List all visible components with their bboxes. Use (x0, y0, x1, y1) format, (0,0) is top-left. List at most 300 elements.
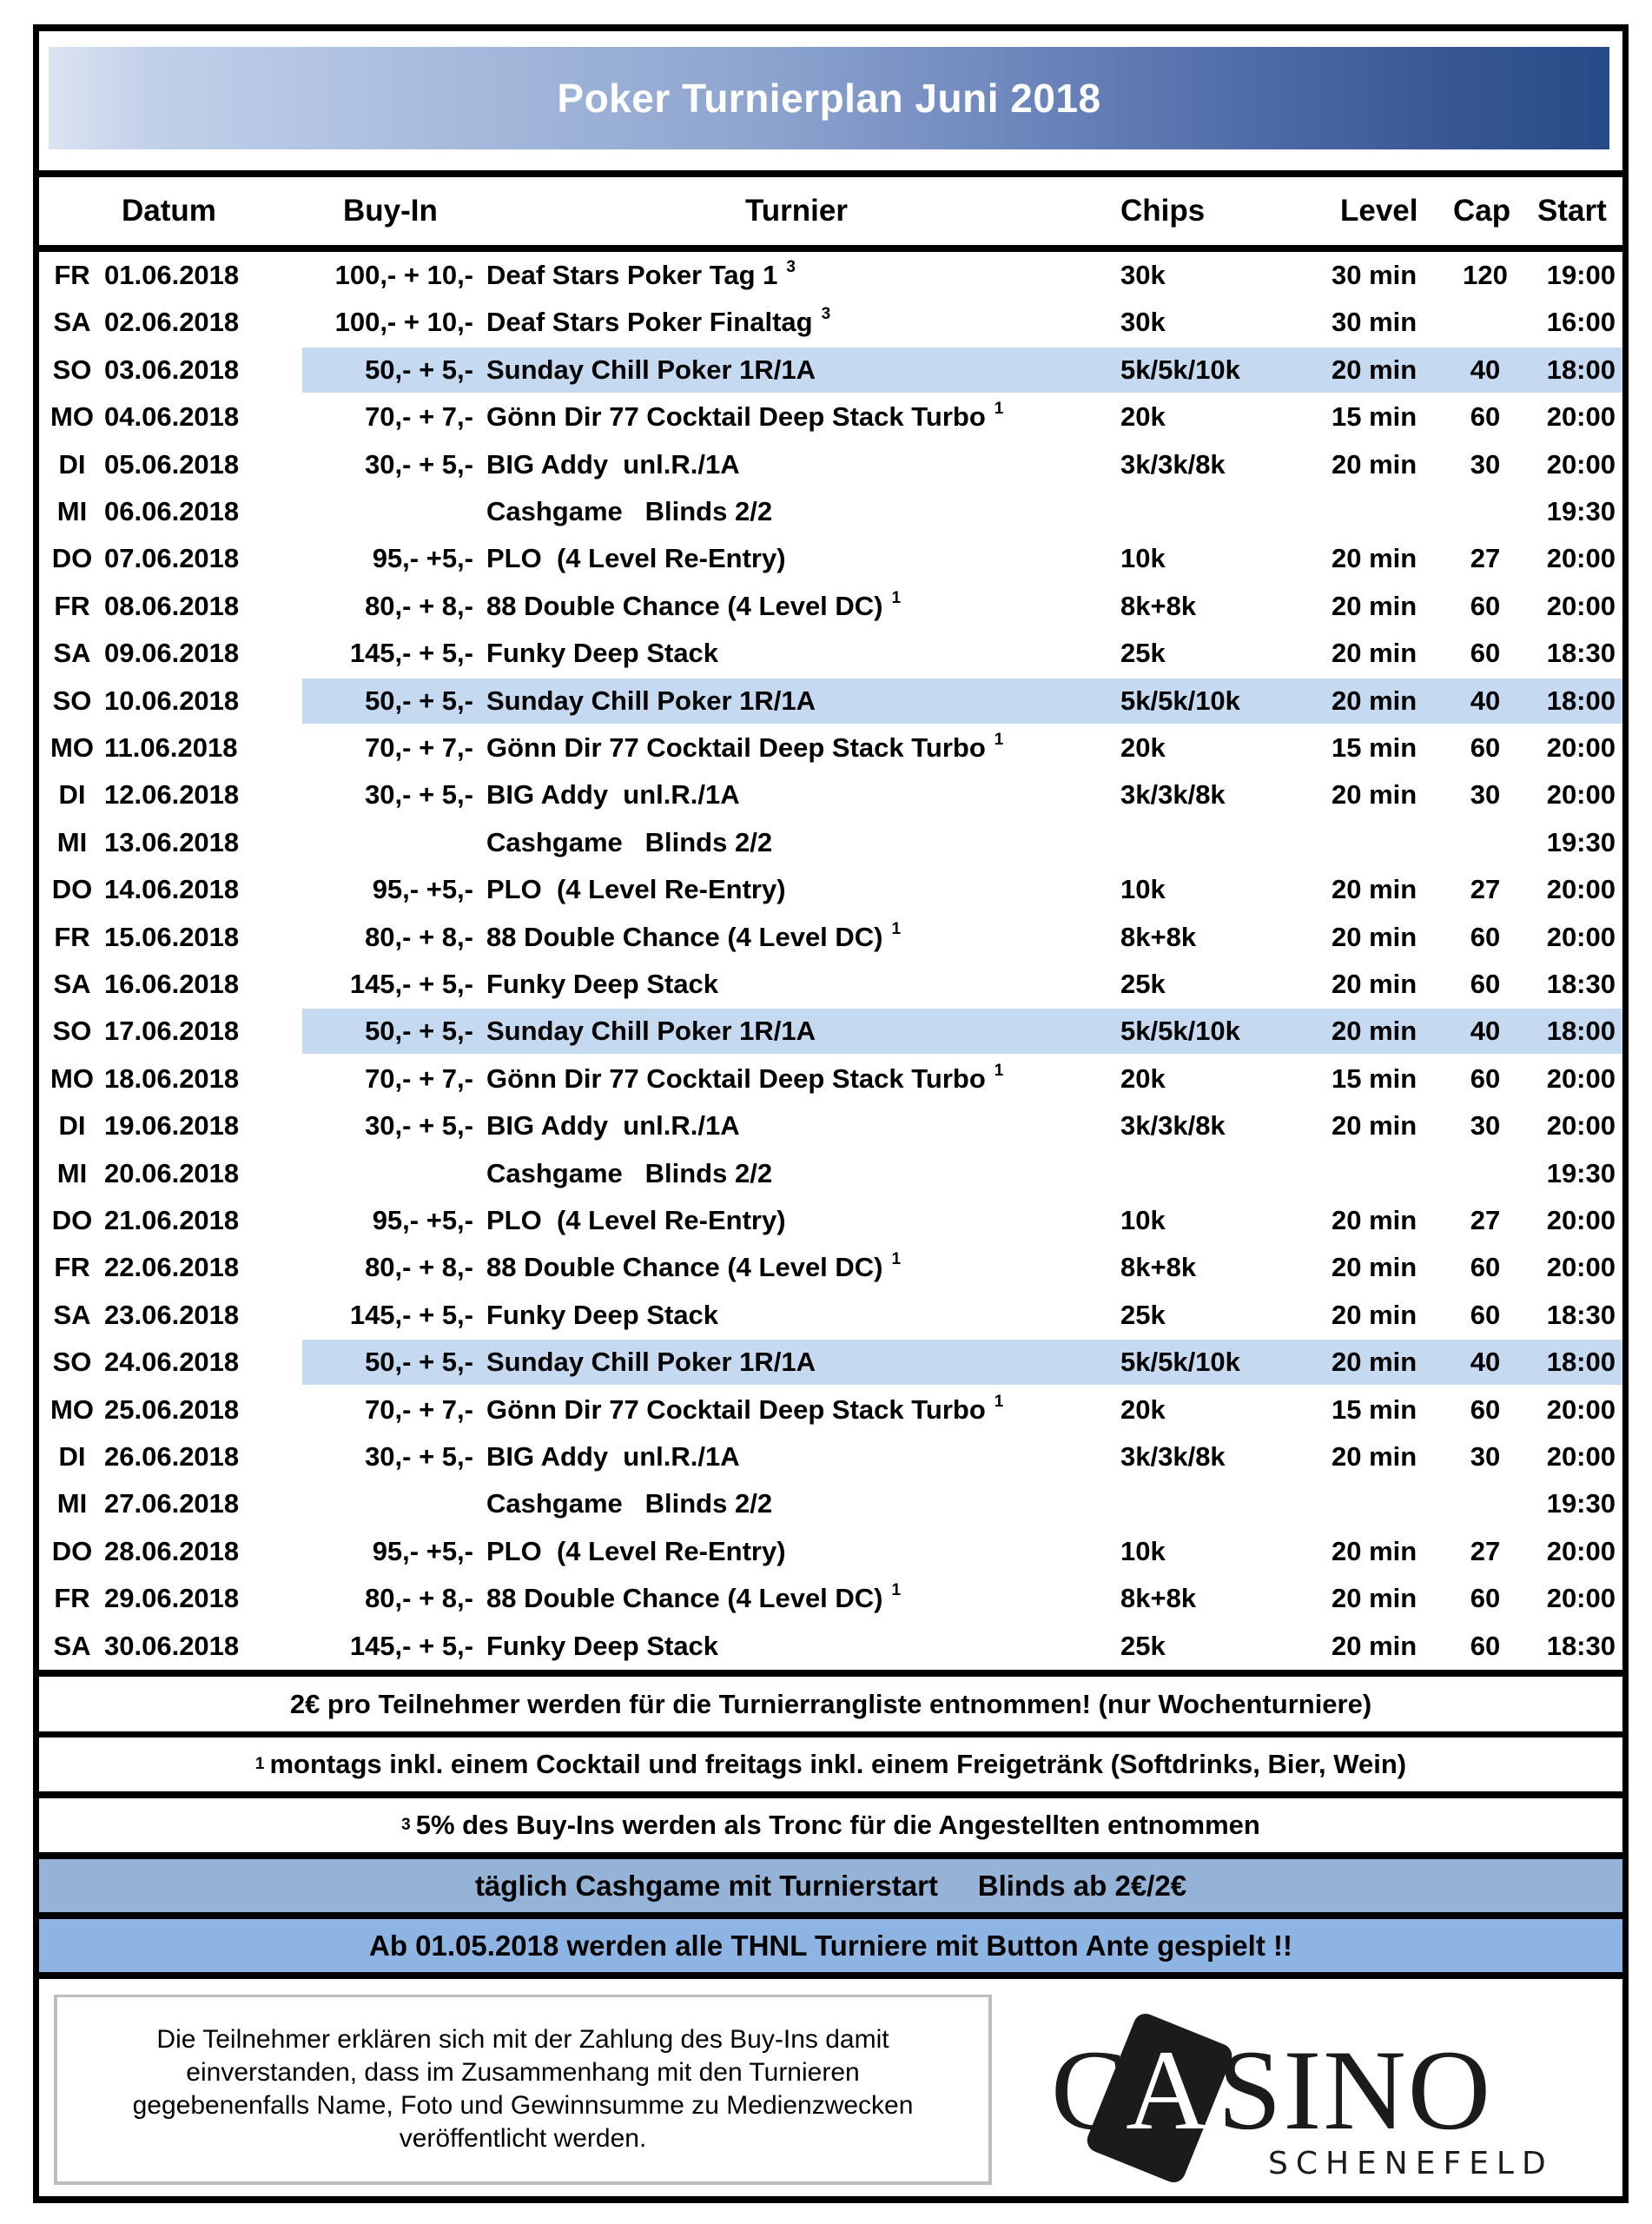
table-row (39, 347, 1622, 394)
tournament-name: 88 Double Chance (4 Level DC) (486, 1252, 883, 1283)
tournament-name: Deaf Stars Poker Tag 1 (486, 260, 778, 290)
ante-banner (39, 1919, 1622, 1972)
cell-date: 17.06.2018 (104, 1016, 240, 1047)
cell-date: 25.06.2018 (104, 1393, 240, 1425)
header-datum: Datum (122, 194, 216, 228)
note-separator-1 (33, 1731, 1629, 1738)
cell-cap: 40 (1470, 354, 1501, 385)
cell-level: 20 min (1332, 543, 1417, 574)
cell-chips: 5k/5k/10k (1120, 354, 1240, 385)
cell-cap: 30 (1470, 448, 1501, 480)
logo-letter-c: C (1051, 2026, 1130, 2154)
tournament-name: PLO (4 Level Re-Entry) (486, 874, 786, 905)
cell-chips: 30k (1120, 307, 1166, 338)
cell-level: 15 min (1332, 1393, 1417, 1425)
tournament-name: Funky Deep Stack (486, 638, 719, 669)
cell-turnier (486, 347, 816, 394)
cell-chips: 3k/3k/8k (1120, 779, 1226, 811)
logo-letter-a: A (1126, 2026, 1211, 2154)
cell-date: 09.06.2018 (104, 638, 240, 669)
cell-buyin: 30,- + 5,- (365, 779, 473, 811)
cell-start: 20:00 (1546, 874, 1616, 905)
cell-date: 06.06.2018 (104, 496, 240, 526)
table-row (39, 678, 1622, 725)
cell-buyin: 80,- + 8,- (365, 1252, 473, 1283)
table-row (39, 1387, 1622, 1433)
header-buyin: Buy-In (343, 194, 438, 228)
cell-date: 21.06.2018 (104, 1205, 240, 1235)
logo-letters-sino: SINO (1218, 2026, 1493, 2154)
tournament-name: PLO (4 Level Re-Entry) (486, 1205, 786, 1235)
table-row (39, 535, 1622, 582)
cell-day: FR (54, 1252, 90, 1283)
cell-level: 20 min (1332, 969, 1417, 999)
cell-date: 16.06.2018 (104, 969, 240, 999)
cell-day: MO (50, 732, 94, 763)
tournament-name: Gönn Dir 77 Cocktail Deep Stack Turbo (486, 732, 986, 763)
cell-date: 01.06.2018 (104, 260, 240, 290)
cell-level: 20 min (1332, 874, 1417, 905)
cell-turnier (486, 1433, 740, 1480)
cell-level: 30 min (1332, 307, 1417, 338)
cell-start: 20:00 (1546, 543, 1616, 574)
tournament-name: PLO (4 Level Re-Entry) (486, 1535, 786, 1566)
cell-chips: 8k+8k (1120, 1583, 1197, 1614)
cell-buyin: 50,- + 5,- (365, 685, 473, 716)
cell-cap: 60 (1470, 1299, 1501, 1330)
table-row (39, 630, 1622, 677)
cell-start: 20:00 (1546, 590, 1616, 621)
cell-cap: 60 (1470, 969, 1501, 999)
cell-start: 18:00 (1546, 1016, 1616, 1047)
cell-cap: 60 (1470, 1393, 1501, 1425)
table-row (39, 1292, 1622, 1339)
cell-chips: 5k/5k/10k (1120, 685, 1240, 716)
cell-day: SO (52, 354, 92, 385)
ranking-note (39, 1677, 1622, 1731)
table-row (39, 1102, 1622, 1149)
table-row (39, 961, 1622, 1008)
cell-level: 20 min (1332, 1110, 1417, 1142)
cell-buyin: 70,- + 7,- (365, 1062, 473, 1094)
footnote-marker: 1 (891, 1250, 902, 1269)
footnote-marker: 1 (891, 1581, 902, 1600)
cell-cap: 60 (1470, 1252, 1501, 1283)
tournament-name: Cashgame Blinds 2/2 (486, 496, 773, 526)
cell-cap: 120 (1463, 260, 1508, 290)
footnote-marker: 3 (821, 305, 831, 324)
cell-date: 20.06.2018 (104, 1157, 240, 1188)
tournament-name: 88 Double Chance (4 Level DC) (486, 590, 883, 621)
cell-buyin: 145,- + 5,- (349, 969, 473, 999)
cell-buyin: 95,- +5,- (372, 874, 473, 905)
cell-date: 11.06.2018 (104, 732, 238, 763)
note-separator-3 (33, 1852, 1629, 1859)
cell-day: SA (53, 1630, 91, 1661)
cell-buyin: 100,- + 10,- (334, 260, 473, 290)
cell-day: MI (56, 496, 88, 526)
cell-chips: 10k (1120, 874, 1166, 905)
footnote-marker: 3 (786, 258, 796, 276)
cell-chips: 3k/3k/8k (1120, 1441, 1226, 1472)
casino-schenefeld-logo (1034, 1998, 1598, 2189)
note-separator-4 (33, 1912, 1629, 1919)
cell-turnier (486, 961, 718, 1008)
cell-cap: 40 (1470, 1016, 1501, 1047)
cell-date: 10.06.2018 (104, 685, 240, 716)
cell-chips: 20k (1120, 1062, 1166, 1094)
footnote-marker: 1 (994, 731, 1004, 749)
cell-cap: 60 (1470, 732, 1501, 763)
cell-buyin: 50,- + 5,- (365, 1347, 473, 1378)
tournament-name: Sunday Chill Poker 1R/1A (486, 1016, 816, 1047)
cell-start: 18:00 (1546, 685, 1616, 716)
table-row (39, 1150, 1622, 1197)
cell-date: 24.06.2018 (104, 1347, 240, 1378)
cell-cap: 27 (1470, 543, 1501, 574)
logo-subtitle: SCHENEFELD (1268, 2146, 1554, 2181)
cell-buyin: 70,- + 7,- (365, 401, 473, 433)
cell-chips: 10k (1120, 543, 1166, 574)
cell-buyin: 95,- +5,- (372, 543, 473, 574)
table-row (39, 1433, 1622, 1480)
cell-day: SA (53, 969, 91, 999)
cell-turnier (486, 914, 901, 961)
cell-buyin: 80,- + 8,- (365, 1583, 473, 1614)
cell-start: 20:00 (1546, 401, 1616, 433)
cell-day: DI (58, 1441, 86, 1472)
table-row (39, 441, 1622, 488)
cell-chips: 25k (1120, 969, 1166, 999)
header-level: Level (1340, 194, 1418, 228)
cell-day: DI (58, 779, 86, 811)
cell-turnier (486, 1480, 772, 1527)
cell-day: SO (52, 1347, 92, 1378)
cell-buyin: 30,- + 5,- (365, 1110, 473, 1142)
cell-start: 18:00 (1546, 354, 1616, 385)
cell-turnier (486, 1102, 740, 1149)
table-row (39, 1480, 1622, 1527)
cell-cap: 30 (1470, 779, 1501, 811)
table-row (39, 1528, 1622, 1575)
header-chips: Chips (1120, 194, 1206, 228)
cell-date: 30.06.2018 (104, 1630, 240, 1661)
table-row (39, 1008, 1622, 1055)
cell-start: 18:30 (1546, 638, 1616, 669)
cell-chips: 20k (1120, 401, 1166, 433)
cell-date: 19.06.2018 (104, 1110, 240, 1142)
cell-turnier (486, 819, 772, 866)
table-row (39, 771, 1622, 818)
cell-day: SO (52, 685, 92, 716)
cell-day: FR (54, 590, 90, 621)
cell-turnier (486, 725, 1003, 771)
cell-date: 29.06.2018 (104, 1583, 240, 1614)
cell-cap: 27 (1470, 874, 1501, 905)
note-separator-5 (33, 1972, 1629, 1979)
tournament-name: Gönn Dir 77 Cocktail Deep Stack Turbo (486, 401, 986, 433)
cell-level: 20 min (1332, 685, 1417, 716)
table-row (39, 1339, 1622, 1386)
table-row (39, 252, 1622, 299)
cell-start: 20:00 (1546, 779, 1616, 811)
cell-level: 20 min (1332, 1252, 1417, 1283)
ante-text: Ab 01.05.2018 werden alle THNL Turniere mit Button Ante gespielt !! (369, 1929, 1292, 1962)
cell-level: 20 min (1332, 1299, 1417, 1330)
cell-chips: 3k/3k/8k (1120, 448, 1226, 480)
cell-day: MO (50, 401, 94, 433)
cell-date: 03.06.2018 (104, 354, 240, 385)
cell-day: SA (53, 307, 91, 338)
cell-day: DO (51, 874, 93, 905)
cell-date: 13.06.2018 (104, 826, 240, 857)
cell-chips: 5k/5k/10k (1120, 1347, 1240, 1378)
cell-day: FR (54, 1583, 90, 1614)
cell-turnier (486, 866, 786, 913)
cell-level: 20 min (1332, 1016, 1417, 1047)
cell-turnier (486, 535, 786, 582)
cell-date: 15.06.2018 (104, 921, 240, 952)
tournament-name: Gönn Dir 77 Cocktail Deep Stack Turbo (486, 1393, 986, 1425)
cell-date: 04.06.2018 (104, 401, 240, 433)
cell-day: MO (50, 1062, 94, 1094)
cashgame-banner (39, 1859, 1622, 1912)
cell-level: 20 min (1332, 448, 1417, 480)
tournament-name: PLO (4 Level Re-Entry) (486, 543, 786, 574)
cell-turnier (486, 630, 718, 677)
cell-cap: 30 (1470, 1110, 1501, 1142)
cell-date: 18.06.2018 (104, 1062, 240, 1094)
cell-day: MI (56, 1488, 88, 1519)
cell-start: 20:00 (1546, 1110, 1616, 1142)
frame-left (33, 24, 39, 2203)
cell-start: 20:00 (1546, 1062, 1616, 1094)
cell-start: 20:00 (1546, 1205, 1616, 1235)
cell-chips: 25k (1120, 1299, 1166, 1330)
table-row (39, 488, 1622, 535)
cell-level: 20 min (1332, 1441, 1417, 1472)
cell-chips: 3k/3k/8k (1120, 1110, 1226, 1142)
tournament-name: BIG Addy unl.R./1A (486, 779, 740, 811)
cell-day: DO (51, 543, 93, 574)
cell-level: 20 min (1332, 1583, 1417, 1614)
tournament-name: Gönn Dir 77 Cocktail Deep Stack Turbo (486, 1062, 986, 1094)
cell-buyin (300, 488, 473, 535)
cell-day: DO (51, 1535, 93, 1566)
cell-turnier (486, 1623, 718, 1670)
cell-chips: 30k (1120, 260, 1166, 290)
cell-cap (1455, 488, 1516, 535)
cell-start: 20:00 (1546, 732, 1616, 763)
cell-turnier (486, 1528, 786, 1575)
cell-cap: 40 (1470, 1347, 1501, 1378)
table-row (39, 299, 1622, 346)
cell-turnier (486, 299, 830, 346)
cell-chips: 10k (1120, 1205, 1166, 1235)
cell-day: SO (52, 1016, 92, 1047)
tournament-name: BIG Addy unl.R./1A (486, 1110, 740, 1142)
cell-cap: 27 (1470, 1535, 1501, 1566)
cell-date: 07.06.2018 (104, 543, 240, 574)
cell-chips: 8k+8k (1120, 590, 1197, 621)
table-row (39, 866, 1622, 913)
tournament-name: BIG Addy unl.R./1A (486, 448, 740, 480)
table-row (39, 583, 1622, 630)
cell-buyin: 30,- + 5,- (365, 448, 473, 480)
footnote-marker: 1 (994, 400, 1004, 419)
cell-turnier (486, 583, 901, 630)
tournament-name: Funky Deep Stack (486, 1630, 719, 1661)
cell-turnier (486, 678, 816, 725)
cell-turnier (486, 252, 796, 299)
cell-chips: 20k (1120, 732, 1166, 763)
cell-buyin: 145,- + 5,- (349, 638, 473, 669)
tournament-name: BIG Addy unl.R./1A (486, 1441, 740, 1472)
table-row (39, 914, 1622, 961)
cell-buyin (300, 1480, 473, 1527)
cell-day: DO (51, 1205, 93, 1235)
cell-level: 20 min (1332, 921, 1417, 952)
cell-turnier (486, 1008, 816, 1055)
cell-start: 20:00 (1546, 1393, 1616, 1425)
cell-day: SA (53, 638, 91, 669)
cell-buyin: 70,- + 7,- (365, 732, 473, 763)
cell-buyin: 80,- + 8,- (365, 590, 473, 621)
tournament-name: Sunday Chill Poker 1R/1A (486, 1347, 816, 1378)
frame-top (33, 24, 1629, 31)
cell-turnier (486, 1244, 901, 1291)
ranking-note-text: 2€ pro Teilnehmer werden für die Turnierrangliste entnommen! (nur Wochenturniere) (289, 1688, 1372, 1719)
cashgame-text: täglich Cashgame mit Turnierstart Blinds ab 2€/2€ (474, 1869, 1187, 1902)
cell-start: 19:30 (1546, 1157, 1616, 1188)
cell-cap (1455, 299, 1516, 346)
footnote-marker: 1 (891, 919, 902, 938)
cell-start: 19:30 (1546, 826, 1616, 857)
cell-cap: 60 (1470, 921, 1501, 952)
cell-day: DI (58, 448, 86, 480)
cell-cap: 60 (1470, 1583, 1501, 1614)
cell-turnier (486, 1575, 901, 1622)
cell-chips: 20k (1120, 1393, 1166, 1425)
cell-turnier (486, 1197, 786, 1244)
cell-date: 14.06.2018 (104, 874, 240, 905)
cell-start: 19:30 (1546, 1488, 1616, 1519)
cell-start: 16:00 (1546, 307, 1616, 338)
footnote-3: 3 5% des Buy-Ins werden als Tronc für die Angestellten entnommen (401, 1810, 1260, 1840)
cell-chips: 25k (1120, 638, 1166, 669)
cell-date: 02.06.2018 (104, 307, 240, 338)
table-row (39, 1056, 1622, 1102)
cell-turnier (486, 771, 740, 818)
footnote-3-text: 5% des Buy-Ins werden als Tronc für die Angestellten entnommen (415, 1810, 1260, 1840)
table-row (39, 394, 1622, 440)
cell-cap: 60 (1470, 401, 1501, 433)
cell-date: 28.06.2018 (104, 1535, 240, 1566)
frame-bottom (33, 2196, 1629, 2203)
cell-date: 12.06.2018 (104, 779, 240, 811)
cell-start: 18:00 (1546, 1347, 1616, 1378)
cell-start: 18:30 (1546, 1299, 1616, 1330)
cell-day: DI (58, 1110, 86, 1142)
cell-buyin (300, 1150, 473, 1197)
footnote-1-text: montags inkl. einem Cocktail und freitags inkl. einem Freigetränk (Softdrinks, Bier, Wein) (269, 1749, 1407, 1779)
cell-day: FR (54, 921, 90, 952)
table-row (39, 819, 1622, 866)
cell-start: 19:30 (1546, 496, 1616, 526)
cell-cap: 40 (1470, 685, 1501, 716)
cell-turnier (486, 1056, 1003, 1102)
cell-level: 15 min (1332, 401, 1417, 433)
cell-day: SA (53, 1299, 91, 1330)
cell-turnier (486, 1387, 1003, 1433)
cell-buyin: 145,- + 5,- (349, 1630, 473, 1661)
cell-buyin: 80,- + 8,- (365, 921, 473, 952)
cell-chips: 25k (1120, 1630, 1166, 1661)
table-row (39, 1197, 1622, 1244)
cell-date: 23.06.2018 (104, 1299, 240, 1330)
cell-level: 15 min (1332, 732, 1417, 763)
tournament-name: Funky Deep Stack (486, 969, 719, 999)
cell-level: 20 min (1332, 354, 1417, 385)
footnote-1: 1 montags inkl. einem Cocktail und freitags inkl. einem Freigetränk (Softdrinks, Bier, Wein) (254, 1749, 1407, 1779)
cell-day: FR (54, 260, 90, 290)
cell-cap: 60 (1470, 1630, 1501, 1661)
cell-chips: 5k/5k/10k (1120, 1016, 1240, 1047)
cell-turnier (486, 1292, 718, 1339)
table-bottom-separator (33, 1670, 1629, 1677)
cell-cap (1455, 1150, 1516, 1197)
cell-day: MO (50, 1393, 94, 1425)
page-title: Poker Turnierplan Juni 2018 (557, 76, 1101, 121)
cell-level: 30 min (1332, 260, 1417, 290)
cell-date: 22.06.2018 (104, 1252, 240, 1283)
cell-start: 18:30 (1546, 1630, 1616, 1661)
note-separator-2 (33, 1791, 1629, 1798)
footnote-marker: 1 (891, 588, 902, 607)
cell-cap: 60 (1470, 638, 1501, 669)
tournament-name: Cashgame Blinds 2/2 (486, 1157, 773, 1188)
cell-level: 20 min (1332, 1205, 1417, 1235)
header-separator (33, 245, 1629, 252)
tournament-name: Deaf Stars Poker Finaltag (486, 307, 813, 338)
cell-day: MI (56, 826, 88, 857)
tournament-name: 88 Double Chance (4 Level DC) (486, 921, 883, 952)
cell-buyin: 50,- + 5,- (365, 1016, 473, 1047)
cell-date: 26.06.2018 (104, 1441, 240, 1472)
cell-start: 20:00 (1546, 1252, 1616, 1283)
cell-cap (1455, 819, 1516, 866)
cell-date: 08.06.2018 (104, 590, 240, 621)
cell-level: 20 min (1332, 1535, 1417, 1566)
cell-level: 20 min (1332, 590, 1417, 621)
table-row (39, 725, 1622, 771)
cell-start: 18:30 (1546, 969, 1616, 999)
tournament-name: Funky Deep Stack (486, 1299, 719, 1330)
cell-cap (1455, 1480, 1516, 1527)
cell-buyin: 145,- + 5,- (349, 1299, 473, 1330)
cell-chips: 8k+8k (1120, 1252, 1197, 1283)
cell-chips: 8k+8k (1120, 921, 1197, 952)
table-row (39, 1575, 1622, 1622)
cell-turnier (486, 441, 740, 488)
cell-day: MI (56, 1157, 88, 1188)
cell-buyin: 95,- +5,- (372, 1535, 473, 1566)
cell-start: 20:00 (1546, 448, 1616, 480)
cell-buyin: 95,- +5,- (372, 1205, 473, 1235)
cell-start: 19:00 (1546, 260, 1616, 290)
header-cap: Cap (1453, 194, 1511, 228)
frame-right (1622, 24, 1629, 2203)
